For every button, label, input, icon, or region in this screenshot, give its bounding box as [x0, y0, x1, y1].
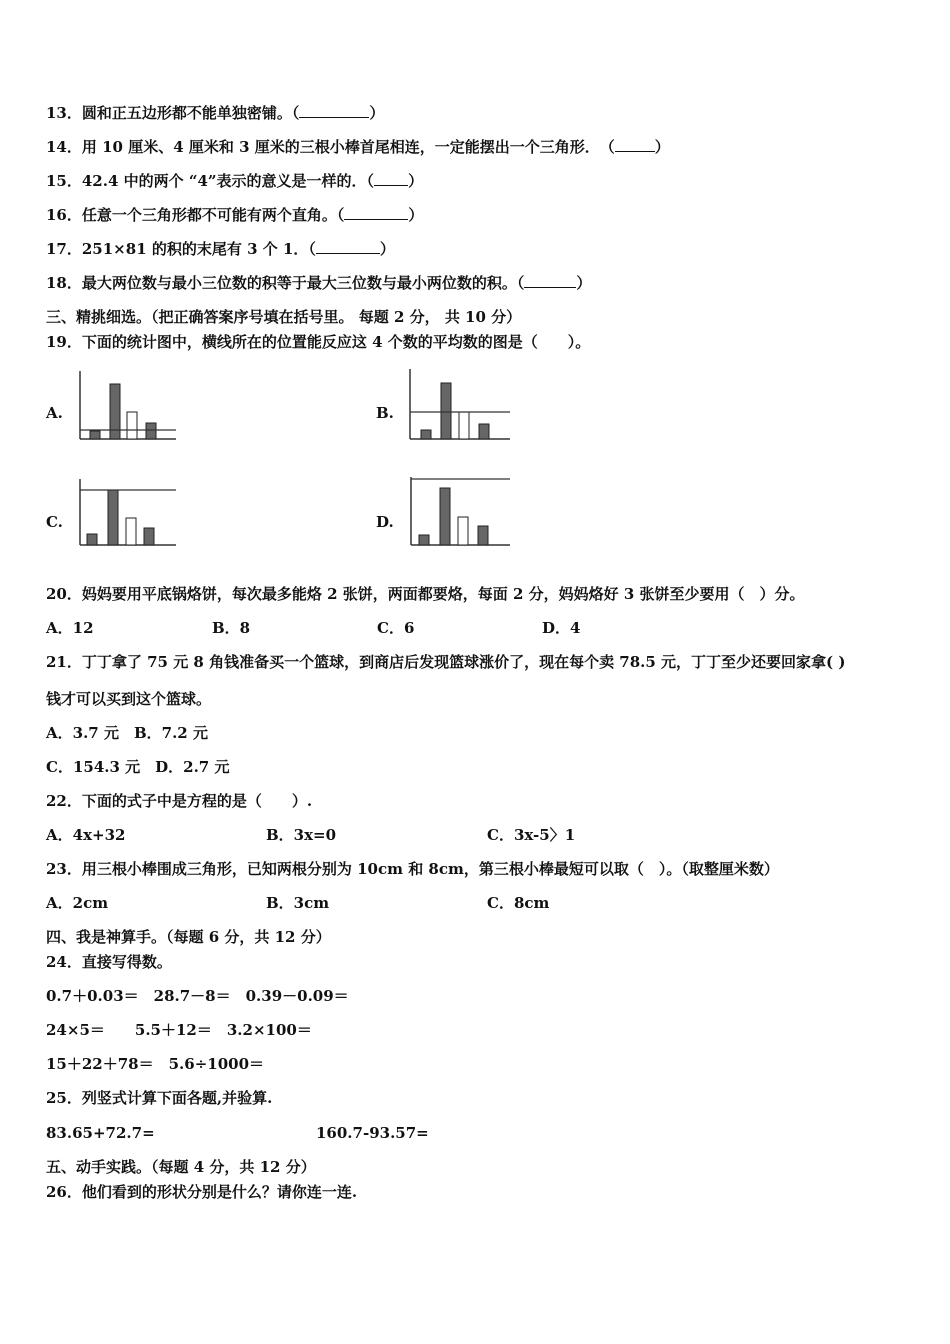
question-text: 251×81 的积的末尾有 3 个 1．（	[81, 240, 316, 258]
bracket-close: ）	[654, 138, 670, 156]
bracket-close: ）	[408, 172, 424, 190]
q20-option-d[interactable]: D．4	[542, 619, 581, 637]
chart-option-a[interactable]	[76, 368, 181, 444]
q23-option-b[interactable]: B．3cm	[266, 894, 330, 912]
question-text: 用 10 厘米、4 厘米和 3 厘米的三根小棒首尾相连，一定能摆出一个三角形． （	[81, 138, 615, 156]
answer-blank[interactable]	[615, 137, 655, 152]
bracket-close: ）	[408, 206, 424, 224]
question-text: 最大两位数与最小三位数的积等于最大三位数与最小两位数的积。（	[81, 274, 525, 292]
question-26: 26．他们看到的形状分别是什么？请你连一连.	[46, 1183, 358, 1201]
option-a-label[interactable]: A.	[46, 404, 63, 422]
q22-option-c[interactable]: C．3x-5〉1	[487, 826, 576, 844]
chart-option-c[interactable]	[76, 476, 181, 550]
question-number: 15．	[46, 172, 82, 190]
q21-options-cd[interactable]: C．154.3 元 D．2.7 元	[46, 758, 230, 776]
question-22: 22．下面的式子中是方程的是（ ）.	[46, 792, 313, 810]
answer-blank[interactable]	[299, 103, 369, 118]
option-d-label[interactable]: D.	[376, 513, 394, 531]
question-20: 20．妈妈要用平底锅烙饼，每次最多能烙 2 张饼，两面都要烙，每面 2 分，妈妈烙好 3 张饼至少要用（ ）分。	[46, 585, 805, 603]
question-17	[46, 239, 395, 259]
answer-blank[interactable]	[344, 205, 408, 220]
bracket-close: ）	[576, 274, 592, 292]
q23-option-c[interactable]: C．8cm	[487, 894, 550, 912]
question-14	[46, 137, 670, 157]
q24-row-2: 24×5＝ 5.5＋12＝ 3.2×100＝	[46, 1021, 312, 1039]
question-number: 14．	[46, 138, 82, 156]
question-16	[46, 205, 423, 225]
section-4-title: 四、我是神算手。（每题 6 分，共 12 分）	[46, 928, 331, 946]
question-number: 13．	[46, 104, 82, 122]
option-c-label[interactable]: C.	[46, 513, 63, 531]
chart-option-d[interactable]	[406, 474, 516, 550]
answer-blank[interactable]	[524, 273, 576, 288]
q22-option-b[interactable]: B．3x=0	[266, 826, 337, 844]
q21-options-ab[interactable]: A．3.7 元 B．7.2 元	[46, 724, 208, 742]
question-13	[46, 103, 384, 123]
question-24: 24．直接写得数。	[46, 953, 172, 971]
question-21-cont: 钱才可以买到这个篮球。	[46, 690, 212, 708]
question-text: 42.4 中的两个 “4”表示的意义是一样的．（	[81, 172, 375, 190]
q20-option-b[interactable]: B．8	[212, 619, 251, 637]
option-b-label[interactable]: B.	[376, 404, 394, 422]
question-15	[46, 171, 423, 191]
question-19: 19．下面的统计图中，横线所在的位置能反应这 4 个数的平均数的图是（ ）。	[46, 333, 591, 351]
answer-blank[interactable]	[316, 239, 380, 254]
question-18	[46, 273, 591, 293]
q25-expression-2: 160.7-93.57=	[316, 1124, 429, 1142]
q20-option-c[interactable]: C．6	[377, 619, 415, 637]
q22-option-a[interactable]: A．4x+32	[46, 826, 126, 844]
q20-option-a[interactable]: A．12	[46, 619, 94, 637]
answer-blank[interactable]	[374, 171, 408, 186]
q23-option-a[interactable]: A．2cm	[46, 894, 109, 912]
section-3-title: 三、精挑细选。（把正确答案序号填在括号里。 每题 2 分， 共 10 分）	[46, 308, 522, 326]
question-number: 16．	[46, 206, 82, 224]
chart-option-b[interactable]	[406, 366, 514, 444]
question-25: 25．列竖式计算下面各题,并验算.	[46, 1089, 273, 1107]
bracket-close: ）	[379, 240, 395, 258]
q24-row-3: 15＋22＋78＝ 5.6÷1000＝	[46, 1055, 265, 1073]
question-text: 任意一个三角形都不可能有两个直角。（	[81, 206, 345, 224]
section-5-title: 五、动手实践。（每题 4 分，共 12 分）	[46, 1158, 316, 1176]
bracket-close: ）	[369, 104, 385, 122]
q25-expression-1: 83.65+72.7=	[46, 1124, 155, 1142]
question-21: 21．丁丁拿了 75 元 8 角钱准备买一个篮球，到商店后发现篮球涨价了，现在每个卖 78.5 元，丁丁至少还要回家拿( )	[46, 653, 846, 671]
question-number: 17．	[46, 240, 82, 258]
question-text: 圆和正五边形都不能单独密铺。（	[81, 104, 300, 122]
q24-row-1: 0.7＋0.03＝ 28.7－8＝ 0.39－0.09＝	[46, 987, 349, 1005]
question-23: 23．用三根小棒围成三角形，已知两根分别为 10cm 和 8cm，第三根小棒最短可以取（ ）。（取整厘米数）	[46, 860, 779, 878]
question-number: 18．	[46, 274, 82, 292]
